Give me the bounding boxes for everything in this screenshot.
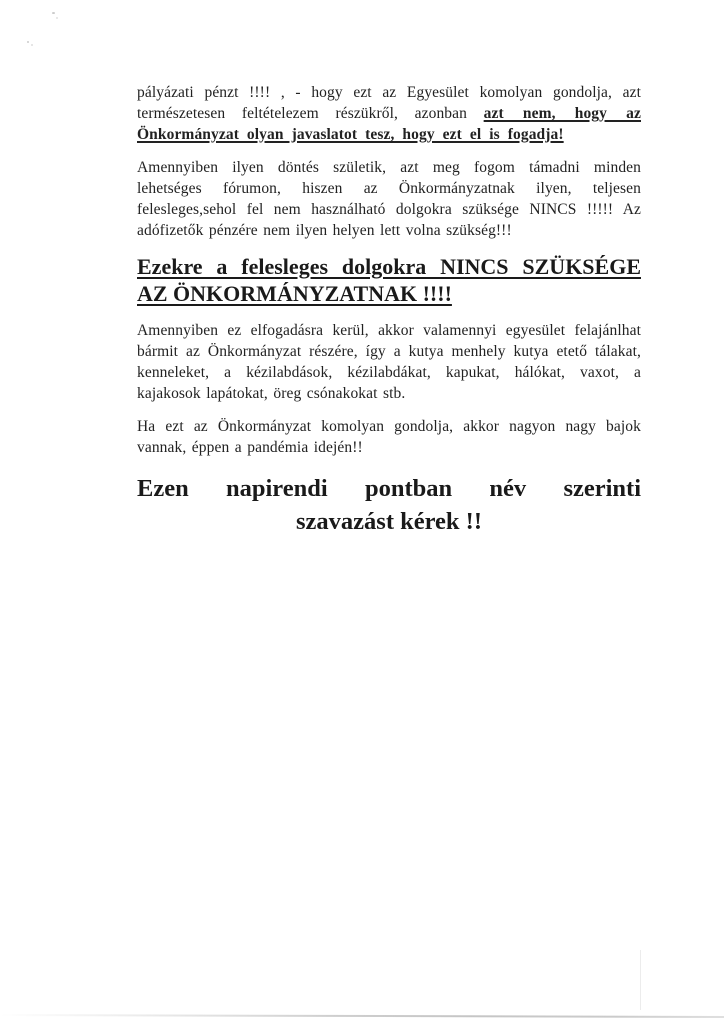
scan-speck	[56, 17, 58, 19]
heading-1-line-1: Ezekre a felesleges dolgokra NINCS SZÜKSÉGE	[137, 254, 641, 279]
heading-2-line-2: szavazást kérek !!	[296, 508, 482, 535]
paragraph-pandemia: Ha ezt az Önkormányzat komolyan gondolja, akkor nagyon nagy bajok vannak, éppen a pandémia idején!!	[137, 418, 641, 456]
heading-nev-szerinti-szavazas	[137, 472, 641, 538]
paragraph-amennyiben-elfogadas: Amennyiben ez elfogadásra kerül, akkor valamennyi egyesület felajánlhat bármit az Önkormányzat részére, így a kutya menhely kutya etető tálakat, kenneleket, a kézilabdások, kézilabdákat, kapukat, hálókat, vaxot, a kajakosok lapátokat, öreg csónakokat stb.	[137, 322, 641, 402]
paragraph-1-underlined-text: azt nem, hogy az Önkormányzat olyan javaslatot tesz, hogy ezt el is fogadja!	[137, 105, 641, 143]
scan-bottom-edge-line	[0, 1014, 724, 1018]
paragraph-amennyiben-dontes: Amennyiben ilyen döntés születik, azt meg fogom támadni minden lehetséges fórumon, hiszen az Önkormányzatnak ilyen, teljesen felesleges,sehol fel nem használható dolgokra szüksége NINCS !!!!! Az adófizetők pénzére nem ilyen helyen lett volna szükség!!!	[137, 159, 641, 239]
scan-vertical-streak	[640, 950, 641, 1010]
scan-speck	[27, 41, 29, 43]
heading-1-line-2: AZ ÖNKORMÁNYZATNAK !!!!	[137, 281, 452, 306]
scan-speck	[52, 12, 55, 14]
paragraph-palyazati-penz	[137, 82, 641, 145]
heading-2-line-1: Ezen napirendi pontban név szerinti	[137, 475, 641, 502]
paragraph-1-normal-text: pályázati pénzt !!!! , - hogy ezt az Egyesület komolyan gondolja, azt természetesen feltételezem részükről, azonban	[137, 84, 641, 122]
document-body	[137, 82, 641, 538]
heading-nincs-szuksege	[137, 253, 641, 307]
scan-speck	[31, 44, 33, 46]
